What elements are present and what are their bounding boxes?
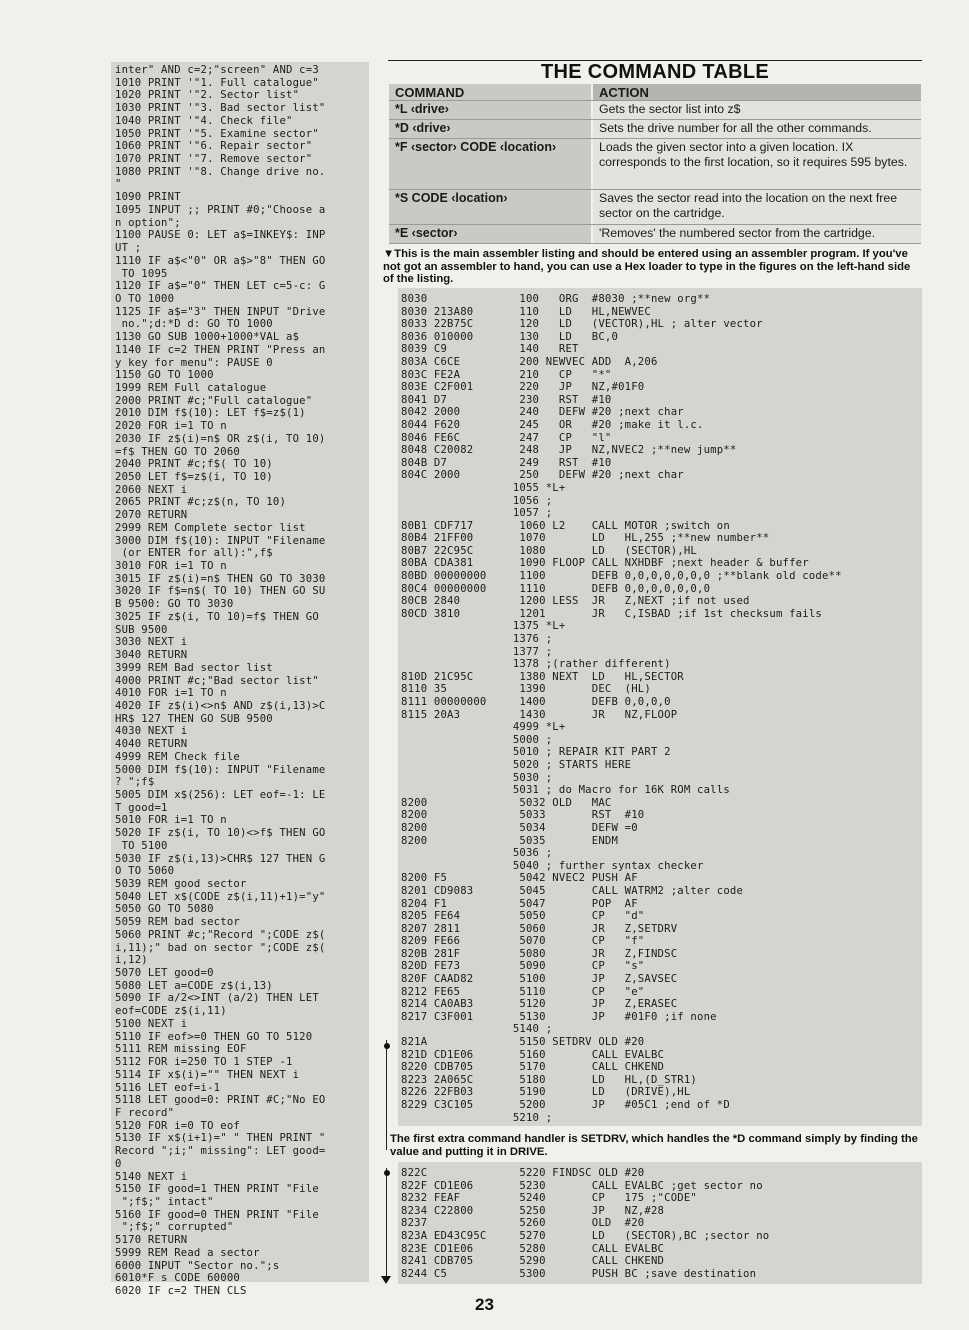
- bullet-icon: [384, 1170, 390, 1176]
- table-row: [389, 190, 921, 225]
- assembler-listing-panel: [398, 288, 922, 1126]
- table-row: [389, 120, 921, 139]
- caption-rule: [386, 1040, 387, 1150]
- header-action: ACTION: [593, 84, 921, 100]
- arrow-down-icon: [381, 1276, 391, 1284]
- basic-listing-panel: [111, 62, 369, 1297]
- row-action: Sets the drive number for all the other commands.: [593, 120, 921, 138]
- header-command: COMMAND: [389, 84, 593, 100]
- row-command: *F ‹sector› CODE ‹location›: [389, 139, 593, 189]
- row-command: *E ‹sector›: [389, 225, 593, 243]
- bullet-icon: [384, 1043, 390, 1049]
- command-table: [389, 84, 921, 244]
- setdrv-caption: The first extra command handler is SETDRV, which handles the *D command simply by finding the value and putting it in DRIVE.: [390, 1133, 918, 1158]
- command-table-title: THE COMMAND TABLE: [540, 61, 770, 83]
- table-row: [389, 225, 921, 244]
- row-command: *D ‹drive›: [389, 120, 593, 138]
- row-command: *S CODE ‹location›: [389, 190, 593, 224]
- row-action: Gets the sector list into z$: [593, 101, 921, 119]
- assembler-listing-text-2: 822C 5220 FINDSC OLD #20 822F CD1E06 5230 CALL EVALBC ;get sector no 8232 FEAF 5240 CP 175 ;"CODE" 8234 C22800 5250 JP NZ,#28 8237 5260 OLD #20 823A ED43C95C 5270 LD (SECTOR),BC ;sector no 823E CD1E06 5280 CALL EVALBC 8241 CDB705 5290 CALL CHKEND 8244 C5 5300 PUSH BC ;save destination: [401, 1167, 770, 1280]
- row-command: *L ‹drive›: [389, 101, 593, 119]
- caption-rule-2: [386, 1168, 387, 1278]
- assembler-listing-panel-2: [398, 1162, 922, 1284]
- table-row: [389, 101, 921, 120]
- table-row: [389, 139, 921, 190]
- assembler-listing-text: 8030 100 ORG #8030 ;**new org** 8030 213A80 110 LD HL,NEWVEC 8033 22B75C 120 LD (VECTOR),HL ; alter vector 8036 010000 130 LD BC,0 8039 C9 140 RET 803A C6CE 200 NEWVEC ADD A,206 803C FE2A 210 CP "*" 803E C2F001 220 JP NZ,#01F0 8041 D7 230 RST #10 8042 2000 240 DEFW #20 ;next char 8044 F620 245 OR #20 ;make it l.c. 8046 FE6C 247 CP "l" 8048 C20082 248 JP NZ,NVEC2 ;**new jump** 804B D7 249 RST #10 804C 2000 250 DEFW #20 ;next char 1055 *L+ 1056 ; 1057 ; 80B1 CDF717 1060 L2 CALL MOTOR ;switch on 80B4 21FF00 1070 LD HL,255 ;**new number** 80B7 22C95C 1080 LD (SECTOR),HL 80BA CDA381 1090 FLOOP CALL NXHDBF ;next header & buffer 80BD 00000000 1100 DEFB 0,0,0,0,0,0,0 ;**blank old code** 80C4 00000000 1110 DEFB 0,0,0,0,0,0,0 80CB 2840 1200 LESS JR Z,NEXT ;if not used 80CD 3810 1201 JR C,ISBAD ;if 1st checksum fails 1375 *L+ 1376 ; 1377 ; 1378 ;(rather different) 810D 21C95C 1380 NEXT LD HL,SECTOR 8110 35 1390 DEC (HL) 8111 00000000 1400 DEFB 0,0,0,0 8115 20A3 1430 JR NZ,FLOOP 4999 *L+ 5000 ; 5010 ; REPAIR KIT PART 2 5020 ; STARTS HERE 5030 ; 5031 ; do Macro for 16K ROM calls 8200 5032 OLD MAC 8200 5033 RST #10 8200 5034 DEFW =0 8200 5035 ENDM 5036 ; 5040 ; further syntax checker 8200 F5 5042 NVEC2 PUSH AF 8201 CD9083 5045 CALL WATRM2 ;alter code 8204 F1 5047 POP AF 8205 FE64 5050 CP "d" 8207 2811 5060 JR Z,SETDRV 8209 FE66 5070 CP "f" 820B 281F 5080 JR Z,FINDSC 820D FE73 5090 CP "s" 820F CAAD82 5100 JP Z,SAVSEC 8212 FE65 5110 CP "e" 8214 CA0AB3 5120 JP Z,ERASEC 8217 C3F001 5130 JP #01F0 ;if none 5140 ; 821A 5150 SETDRV OLD #20 821D CD1E06 5160 CALL EVALBC 8220 CDB705 5170 CALL CHKEND 8223 2A065C 5180 LD HL,(D_STR1) 8226 22FB03 5190 LD (DRIVE),HL 8229 C3C105 5200 JP #05C1 ;end of *D 5210 ;: [401, 293, 842, 1124]
- row-action: 'Removes' the numbered sector from the cartridge.: [593, 225, 921, 243]
- main-listing-caption: ▼This is the main assembler listing and should be entered using an assembler program. If you've not got an assembler to hand, you can use a Hex loader to type in the figures on the left-hand side of the listing.: [383, 248, 911, 286]
- basic-listing-text: inter" AND c=2;"screen" AND c=3 1010 PRINT '"1. Full catalogue" 1020 PRINT '"2. Sector list" 1030 PRINT '"3. Bad sector list" 1040 PRINT '"4. Check file" 1050 PRINT '"5. Examine sector" 1060 PRINT '"6. Repair sector" 1070 PRINT '"7. Remove sector" 1080 PRINT '"8. Change drive no. " 1090 PRINT 1095 INPUT ;; PRINT #0;"Choose a n option"; 1100 PAUSE 0: LET a$=INKEY$: INP UT ; 1110 IF a$<"0" OR a$>"8" THEN GO TO 1095 1120 IF a$="0" THEN LET c=5-c: G O TO 1000 1125 IF a$="3" THEN INPUT "Drive no.";d:*D d: GO TO 1000 1130 GO SUB 1000+1000*VAL a$ 1140 IF c=2 THEN PRINT "Press an y key for menu": PAUSE 0 1150 GO TO 1000 1999 REM Full catalogue 2000 PRINT #c;"Full catalogue" 2010 DIM f$(10): LET f$=z$(1) 2020 FOR i=1 TO n 2030 IF z$(i)=n$ OR z$(i, TO 10) =f$ THEN GO TO 2060 2040 PRINT #c;f$( TO 10) 2050 LET f$=z$(i, TO 10) 2060 NEXT i 2065 PRINT #c;z$(n, TO 10) 2070 RETURN 2999 REM Complete sector list 3000 DIM f$(10): INPUT "Filename (or ENTER for all):",f$ 3010 FOR i=1 TO n 3015 IF z$(i)=n$ THEN GO TO 3030 3020 IF f$=n$( TO 10) THEN GO SU B 9500: GO TO 3030 3025 IF z$(i, TO 10)=f$ THEN GO SUB 9500 3030 NEXT i 3040 RETURN 3999 REM Bad sector list 4000 PRINT #c;"Bad sector list" 4010 FOR i=1 TO n 4020 IF z$(i)<>n$ AND z$(i,13)>C HR$ 127 THEN GO SUB 9500 4030 NEXT i 4040 RETURN 4999 REM Check file 5000 DIM f$(10): INPUT "Filename ? ";f$ 5005 DIM x$(256): LET eof=-1: LE T good=1 5010 FOR i=1 TO n 5020 IF z$(i, TO 10)<>f$ THEN GO TO 5100 5030 IF z$(i,13)>CHR$ 127 THEN G O TO 5060 5039 REM good sector 5040 LET x$(CODE z$(i,11)+1)="y" 5050 GO TO 5080 5059 REM bad sector 5060 PRINT #c;"Record ";CODE z$( i,11);" bad on sector ";CODE z$( i,12) 5070 LET good=0 5080 LET a=CODE z$(i,13) 5090 IF a/2<>INT (a/2) THEN LET eof=CODE z$(i,11) 5100 NEXT i 5110 IF eof>=0 THEN GO TO 5120 5111 REM missing EOF 5112 FOR i=250 TO 1 STEP -1 5114 IF x$(i)="" THEN NEXT i 5116 LET eof=i-1 5118 LET good=0: PRINT #C;"No EO F record" 5120 FOR i=0 TO eof 5130 IF x$(i+1)=" " THEN PRINT " Record ";i;" missing": LET good= 0 5140 NEXT i 5150 IF good=1 THEN PRINT "File ";f$;" intact" 5160 IF good=0 THEN PRINT "File ";f$;" corrupted" 5170 RETURN 5999 REM Read a sector 6000 INPUT "Sector no.";s 6010*F s CODE 60000 6020 IF c=2 THEN CLS: [115, 64, 326, 1297]
- command-table-header: [389, 84, 921, 101]
- page-number: 23: [475, 1295, 494, 1314]
- row-action: Loads the given sector into a given location. IX corresponds to the first location, so it requires 595 bytes.: [593, 139, 921, 189]
- row-action: Saves the sector read into the location on the next free sector on the cartridge.: [593, 190, 921, 224]
